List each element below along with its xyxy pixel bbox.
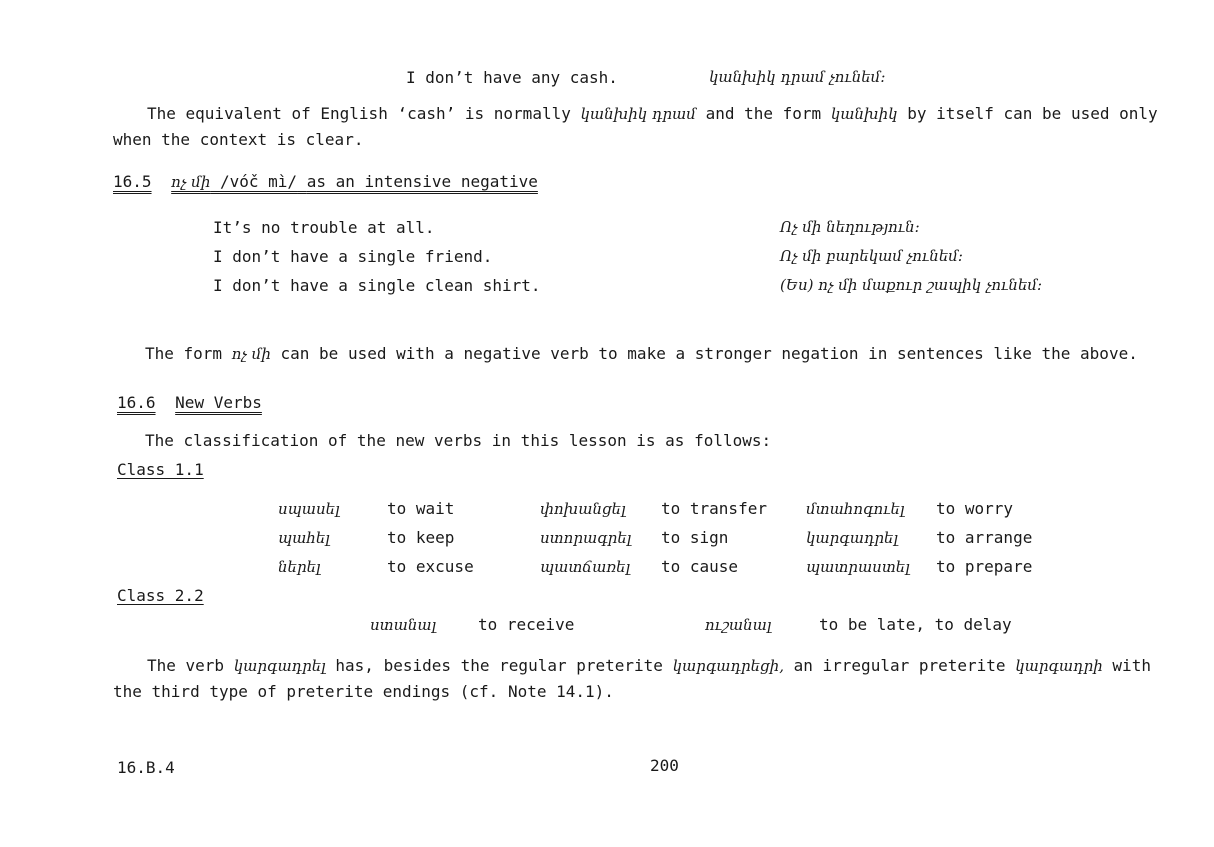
section-16-6-title: New Verbs: [175, 393, 262, 412]
verb-translation: to transfer: [661, 499, 767, 518]
verb-armenian: ստանալ: [370, 616, 437, 634]
example-armenian: Ոչ մի նեղություն։: [780, 218, 920, 236]
example-english: I don’t have a single friend.: [213, 247, 493, 266]
cash-note-text-1: The equivalent of English ‘cash’ is normally: [147, 104, 571, 123]
section-16-5-title: as an intensive negative: [306, 172, 538, 191]
verb-translation: to sign: [661, 528, 729, 547]
section-16-6-intro: The classification of the new verbs in this lesson is as follows:: [145, 431, 772, 450]
cash-note-armenian-1: կանխիկ դրամ: [580, 105, 696, 123]
final-note-text-3: an irregular preterite: [793, 656, 1006, 675]
final-note-armenian-1: կարգադրել: [233, 657, 326, 675]
verb-armenian: մտահոգուել: [806, 500, 905, 518]
page-number: 200: [650, 756, 679, 775]
verb-armenian: փոխանցել: [540, 500, 626, 518]
section-16-6-heading: [117, 393, 262, 412]
verb-armenian: սպասել: [278, 500, 340, 518]
final-note-text-1: The verb: [147, 656, 225, 675]
top-example-armenian: կանխիկ դրամ չունեմ։: [709, 68, 886, 86]
verb-translation: to arrange: [936, 528, 1033, 547]
note-text-2: can be used with a negative verb to make a stronger negation in sentences like the above.: [280, 344, 1138, 363]
verb-armenian: ուշանալ: [705, 616, 772, 634]
final-note-paragraph: [113, 653, 1173, 704]
section-16-6-number: 16.6: [117, 393, 156, 412]
section-16-5-number: 16.5: [113, 172, 152, 191]
verb-armenian: ներել: [278, 558, 321, 576]
verb-translation: to prepare: [936, 557, 1033, 576]
example-armenian: Ոչ մի բարեկամ չունեմ։: [780, 247, 964, 265]
verb-translation: to keep: [387, 528, 455, 547]
final-note-text-2: has, besides the regular preterite: [335, 656, 663, 675]
final-note-text-4: with the third type of preterite endings (cf. Note 14.1).: [113, 656, 1151, 701]
example-armenian: (Ես) ոչ մի մաքուր շապիկ չունեմ։: [780, 276, 1043, 294]
verb-armenian: պատրաստել: [806, 558, 910, 576]
cash-note-armenian-2: կանխիկ: [830, 105, 898, 123]
verb-armenian: կարգադրել: [806, 529, 899, 547]
cash-note-paragraph: [113, 101, 1203, 152]
class-1-1-label: Class 1.1: [117, 460, 204, 479]
note-text-1: The form: [145, 344, 223, 363]
section-16-5-note: [145, 344, 1138, 363]
verb-translation: to worry: [936, 499, 1014, 518]
class-2-2-label: Class 2.2: [117, 586, 204, 605]
verb-armenian: պատճառել: [540, 558, 631, 576]
verb-translation: to wait: [387, 499, 455, 518]
final-note-armenian-2: կարգադրեցի,: [672, 657, 784, 675]
final-note-armenian-3: կարգադրի: [1015, 657, 1103, 675]
verb-translation: to be late, to delay: [819, 615, 1012, 634]
top-example-english: I don’t have any cash.: [406, 68, 618, 87]
verb-armenian: ստորագրել: [540, 529, 632, 547]
cash-note-text-2: and the form: [705, 104, 822, 123]
verb-translation: to excuse: [387, 557, 474, 576]
verb-translation: to receive: [478, 615, 575, 634]
footer-section-id: 16.B.4: [117, 758, 175, 777]
verb-armenian: պահել: [278, 529, 330, 547]
note-armenian: ոչ մի: [231, 345, 271, 363]
cash-note-text-3: by itself can be used only when the context is clear.: [113, 104, 1158, 149]
verb-translation: to cause: [661, 557, 739, 576]
example-english: I don’t have a single clean shirt.: [213, 276, 541, 295]
section-16-5-heading: [113, 172, 538, 191]
section-16-5-armenian: ոչ մի: [171, 173, 211, 191]
section-16-5-transliteration: /vóč mì/: [219, 172, 298, 191]
example-english: It’s no trouble at all.: [213, 218, 435, 237]
